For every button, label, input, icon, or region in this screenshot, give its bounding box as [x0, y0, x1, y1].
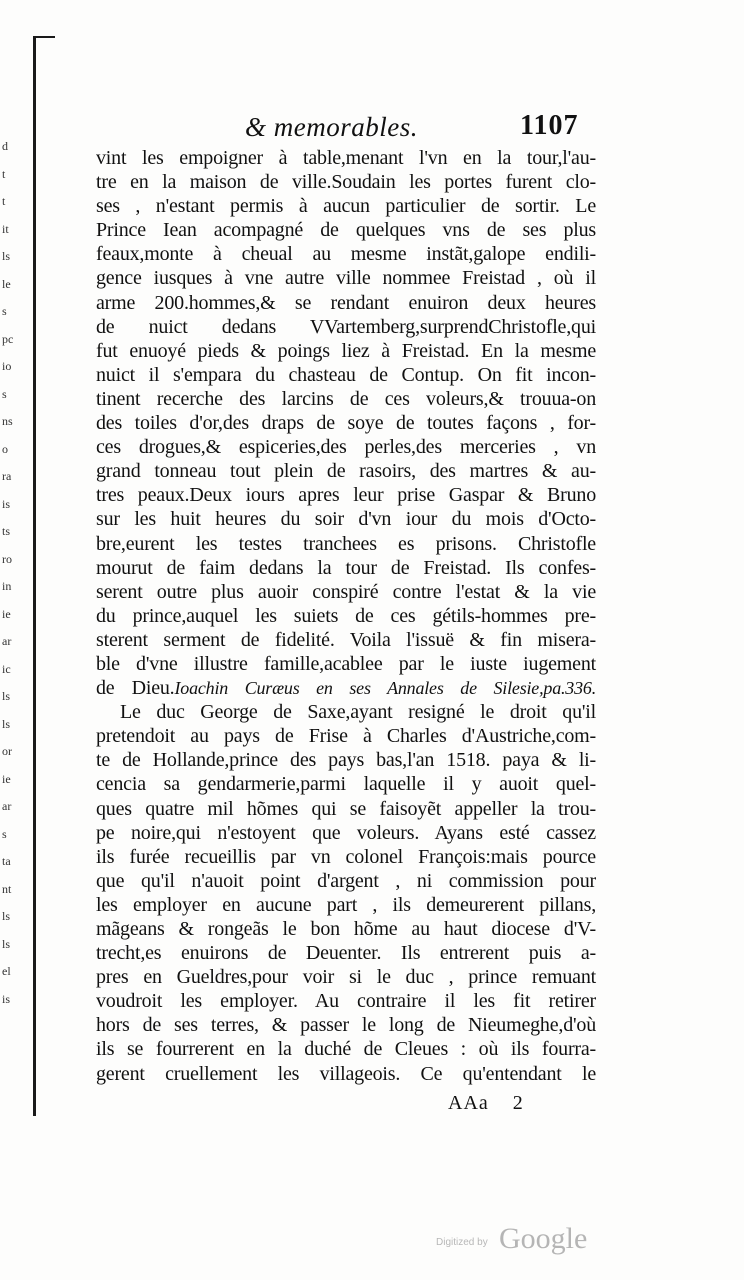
text-line: feaux,monte à cheual au mesme instãt,galope endili-	[96, 243, 596, 266]
text-line: trecht,es enuirons de Deuenter. Ils entrerent puis a-	[96, 942, 596, 965]
body-text	[96, 146, 596, 1086]
margin-note-fragment: ts	[2, 524, 11, 538]
text-line: pretendoit au pays de Frise à Charles d'Austriche,com-	[96, 725, 596, 748]
text-line: arme 200.hommes,& se rendant enuiron deux heures	[96, 291, 596, 314]
text-line: ses , n'estant permis à aucun particulier de sortir. Le	[96, 195, 596, 218]
text-line: gence iusques à vne autre ville nommee Freistad , où il	[96, 267, 596, 290]
margin-note-fragment: ls	[2, 936, 11, 951]
margin-note-fragment: pc	[2, 331, 14, 346]
margin-note-fragment: ls	[2, 689, 11, 703]
text-line: ques quatre mil hõmes qui se faisoyẽt appeller la trou-	[96, 797, 596, 820]
text-line: Le duc George de Saxe,ayant resigné le droit qu'il	[120, 701, 596, 724]
text-line: bre,eurent les testes tranchees es prisons. Christofle	[96, 532, 596, 555]
text-line: sterent serment de fidelité. Voila l'issuë & fin misera-	[96, 628, 596, 651]
margin-note-fragment: d	[2, 139, 8, 153]
text-line: pe noire,qui n'estoyent que voleurs. Ayans esté cassez	[96, 821, 596, 844]
text-line: ils furée recueillis par vn colonel François:mais pource	[96, 845, 596, 868]
text-line: gerent cruellement les villageois. Ce qu'entendant le	[96, 1062, 596, 1085]
margin-note-fragment: io	[2, 359, 12, 373]
text-line: que qu'il n'auoit point d'argent , ni commission pour	[96, 869, 596, 892]
google-logo: Google	[499, 1222, 588, 1255]
text-line: de nuict dedans VVartemberg,surprendChristofle,qui	[96, 315, 596, 338]
signature-number: 2	[512, 1092, 524, 1114]
citation-reference: Ioachin Curæus en ses Annales de Silesie,pa.336.	[174, 678, 596, 699]
citation-lead: de Dieu.	[96, 677, 175, 700]
text-line: Prince Iean acompagné de quelques vns de ses plus	[96, 219, 596, 242]
margin-note-fragment: s	[2, 826, 7, 841]
text-line: du prince,auquel les suiets de ces gétils-hommes pre-	[96, 604, 596, 627]
margin-note-fragment: t	[2, 166, 6, 181]
binding-edge-rule	[33, 36, 36, 1116]
margin-note-fragment: nt	[2, 881, 12, 896]
margin-note-fragment: in	[2, 579, 12, 593]
margin-note-fragment: ar	[2, 799, 12, 813]
text-line: te de Hollande,prince des pays bas,l'an 1518. paya & li-	[96, 749, 596, 772]
margin-note-fragment: ie	[2, 606, 11, 621]
margin-note-fragment: ls	[2, 249, 11, 263]
margin-note-fragment: el	[2, 964, 11, 978]
text-line: ces drogues,& espiceries,des perles,des merceries , vn	[96, 436, 596, 459]
margin-note-fragment: s	[2, 386, 7, 401]
citation-line	[96, 676, 596, 700]
text-line: sur les huit heures du soir d'vn iour du mois d'Octo-	[96, 508, 596, 531]
text-line: tinent recerche des larcins de ces voleurs,& trouua-on	[96, 387, 596, 410]
text-line: des toiles d'or,des draps de soye de toutes façons , for-	[96, 412, 596, 435]
margin-note-fragment: s	[2, 304, 7, 318]
signature-letters: AAa	[448, 1092, 489, 1114]
margin-note-fragment: ls	[2, 909, 11, 923]
margin-note-fragment: is	[2, 496, 11, 511]
margin-note-fragment: is	[2, 991, 11, 1006]
text-line: ils se fourrerent en la duché de Cleues : où ils fourra-	[96, 1038, 596, 1061]
margin-note-fragment: ro	[2, 551, 12, 566]
signature-mark	[448, 1092, 524, 1115]
margin-note-fragment: le	[2, 276, 11, 291]
text-line: mourut de faim dedans la tour de Freistad. Ils confes-	[96, 556, 596, 579]
text-line: voudroit les employer. Au contraire il les fit retirer	[96, 990, 596, 1013]
text-line: les employer en aucune part , ils demeurerent pillans,	[96, 893, 596, 916]
margin-note-fragment: ns	[2, 414, 13, 428]
text-line: grand tonneau tout plein de rasoirs, des martres & au-	[96, 460, 596, 483]
text-line: tre en la maison de ville.Soudain les portes furent clo-	[96, 171, 596, 194]
text-line: ble d'vne illustre famille,acablee par le iuste iugement	[96, 652, 596, 675]
digitized-by-label: Digitized by	[436, 1237, 488, 1248]
text-line: tres peaux.Deux iours apres leur prise Gaspar & Bruno	[96, 484, 596, 507]
text-line: serent outre plus auoir conspiré contre l'estat & la vie	[96, 580, 596, 603]
margin-note-fragment: ic	[2, 661, 11, 676]
text-line: fut enuoyé pieds & poings liez à Freistad. En la mesme	[96, 339, 596, 362]
text-line: pres en Gueldres,pour voir si le duc , prince remuant	[96, 966, 596, 989]
text-line: vint les empoigner à table,menant l'vn en la tour,l'au-	[96, 147, 596, 169]
margin-note-fragment: ls	[2, 716, 11, 731]
text-line: mãgeans & rongeãs le bon hõme au haut diocese d'V-	[96, 918, 596, 940]
page-number: 1107	[520, 110, 579, 141]
margin-note-fragment: it	[2, 221, 9, 236]
margin-note-fragment: or	[2, 744, 12, 758]
binding-edge-tick	[33, 36, 55, 38]
margin-note-fragment: o	[2, 441, 8, 456]
text-line: nuict il s'empara du chasteau de Contup. On fit incon-	[96, 363, 596, 386]
margin-note-fragment: ar	[2, 634, 12, 648]
running-head-title: & memorables.	[245, 112, 418, 142]
margin-note-fragment: ta	[2, 854, 11, 868]
margin-note-fragment: t	[2, 194, 6, 208]
text-line: cencia sa gendarmerie,parmi laquelle il y auoit quel-	[96, 773, 596, 796]
text-line: hors de ses terres, & passer le long de Nieumeghe,d'où	[96, 1014, 596, 1037]
margin-note-fragment: ra	[2, 469, 12, 483]
margin-note-fragment: ie	[2, 771, 11, 786]
